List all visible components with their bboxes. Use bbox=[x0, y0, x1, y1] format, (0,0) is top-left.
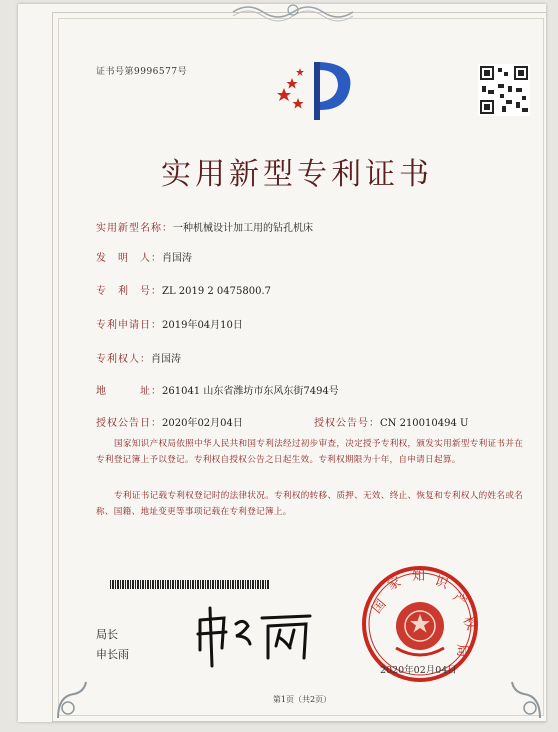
field-label: 授权公告日： bbox=[96, 418, 162, 429]
field-label: 授权公告号： bbox=[314, 418, 380, 429]
director-signature bbox=[190, 600, 320, 670]
qr-code-icon bbox=[478, 64, 530, 116]
legal-status-paragraph: 专利证书记载专利权登记时的法律状况。专利权的转移、质押、无效、终止、恢复和专利权人的姓名或名称、国籍、地址变更等事项记载在专利登记簿上。 bbox=[96, 491, 524, 517]
field-value: CN 210010494 U bbox=[380, 418, 469, 429]
field-value: 2019年04月10日 bbox=[162, 320, 243, 331]
field-label: 专 利 号： bbox=[96, 286, 162, 297]
svg-text:局: 局 bbox=[454, 644, 469, 658]
field-value: 2020年02月04日 bbox=[162, 418, 243, 429]
svg-text:家: 家 bbox=[385, 574, 404, 594]
field-label: 发 明 人： bbox=[96, 253, 162, 264]
svg-text:产: 产 bbox=[449, 589, 470, 610]
field-value: ZL 2019 2 0475800.7 bbox=[162, 286, 272, 297]
top-ornament bbox=[228, 4, 358, 22]
field-announcement-date bbox=[96, 414, 243, 429]
field-value: 肖国涛 bbox=[162, 253, 192, 264]
svg-text:权: 权 bbox=[459, 614, 479, 633]
field-utility-model-name bbox=[96, 219, 313, 234]
field-address bbox=[96, 382, 339, 397]
barcode bbox=[110, 580, 270, 589]
certificate-number: 证书号第9996577号 bbox=[96, 67, 188, 77]
field-label: 专利权人： bbox=[96, 354, 151, 365]
field-value: 肖国涛 bbox=[151, 354, 181, 365]
grant-statement-paragraph: 国家知识产权局依照中华人民共和国专利法经过初步审查，决定授予专利权，颁发实用新型专利证书并在专利登记簿上予以登记。专利权自授权公告之日起生效。专利权期限为十年，自申请日起算。 bbox=[96, 439, 524, 465]
field-announcement-number bbox=[314, 414, 468, 429]
field-application-date bbox=[96, 316, 243, 331]
field-patentee bbox=[96, 350, 181, 365]
field-value: 一种机械设计加工用的钻孔机床 bbox=[173, 223, 313, 234]
director-name: 申长雨 bbox=[96, 648, 129, 661]
field-patent-number bbox=[96, 282, 271, 297]
certificate-page bbox=[18, 4, 546, 722]
svg-text:国: 国 bbox=[369, 596, 390, 617]
patent-emblem-logo bbox=[270, 54, 362, 124]
director-title: 局长 bbox=[96, 628, 118, 641]
field-label: 实用新型名称： bbox=[96, 223, 173, 234]
field-label: 专利申请日： bbox=[96, 320, 162, 331]
seal-date: 2020年02月04日 bbox=[380, 665, 457, 676]
svg-text:识: 识 bbox=[432, 573, 450, 593]
svg-text:知: 知 bbox=[412, 569, 426, 584]
certificate-title: 实用新型专利证书 bbox=[161, 157, 433, 192]
field-inventor bbox=[96, 249, 192, 264]
field-label: 地 址： bbox=[96, 386, 162, 397]
page-number: 第1页（共2页） bbox=[272, 695, 332, 704]
field-value: 261041 山东省潍坊市东风东街7494号 bbox=[162, 386, 339, 397]
